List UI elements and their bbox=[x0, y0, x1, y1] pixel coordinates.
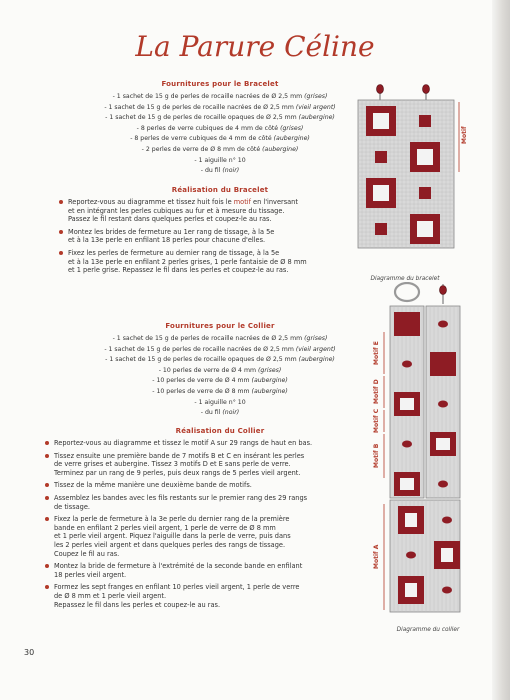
material-note: (grises) bbox=[280, 124, 304, 132]
motif-square-outer bbox=[394, 312, 420, 336]
motif-label: Motif bbox=[461, 126, 468, 144]
clasp-bead bbox=[440, 286, 447, 295]
material-note: (noir) bbox=[222, 409, 240, 417]
material-text: - 8 perles de verre cubiques de 4 mm de côté bbox=[130, 135, 274, 143]
material-note: (aubergine) bbox=[298, 114, 335, 122]
step-line: bande en enfilant 2 perles vieil argent, 1 perle de verre de Ø 8 mm bbox=[54, 523, 276, 532]
material-note: (grises) bbox=[258, 366, 282, 374]
material-note: (noir) bbox=[222, 167, 240, 175]
step-line: et en intégrant les perles cubiques au fur et à mesure du tissage. bbox=[68, 206, 285, 215]
material-note: (vieil argent) bbox=[295, 103, 336, 111]
material-text: - 1 sachet de 15 g de perles de rocaille nacrées de Ø 2,5 mm bbox=[112, 93, 305, 100]
step-item bbox=[44, 481, 366, 490]
material-text: - 10 perles de verre de Ø 4 mm bbox=[152, 377, 252, 385]
motif-bead bbox=[438, 401, 448, 408]
material-note: (aubergine) bbox=[262, 145, 299, 153]
motif-bead bbox=[402, 441, 412, 448]
step-line: Repassez le fil dans les perles et coupez-le au ras. bbox=[54, 600, 221, 609]
material-item bbox=[40, 156, 400, 167]
motif-bead bbox=[406, 552, 416, 559]
material-item bbox=[40, 355, 400, 366]
material-note: (aubergine) bbox=[273, 135, 310, 143]
clasp-bead bbox=[377, 85, 384, 94]
material-item bbox=[40, 345, 400, 356]
material-text: - 1 aiguille n° 10 bbox=[194, 156, 246, 164]
motif-square-inner bbox=[441, 548, 453, 562]
page-gutter bbox=[492, 0, 510, 700]
step-line: et 1 perle vieil argent. Piquez l'aiguille dans la perle de verre, puis dans bbox=[54, 532, 291, 541]
step-line: Montez les brides de fermeture au 1er rang de tissage, à la 5e bbox=[68, 227, 275, 236]
step-item bbox=[58, 249, 358, 275]
step-line: et à la 13e perle en enfilant 18 perles pour chacune d'elles. bbox=[68, 236, 266, 245]
material-note: (aubergine) bbox=[298, 356, 335, 364]
motif-square-inner bbox=[417, 149, 433, 165]
material-text: - du fil bbox=[200, 409, 223, 417]
motif-square-inner bbox=[373, 185, 389, 201]
material-text: - 1 sachet de 15 g de perles de rocaille nacrées de Ø 2,5 mm bbox=[112, 335, 305, 342]
bracelet-steps-heading: Réalisation du Bracelet bbox=[171, 186, 269, 194]
material-note: (grises) bbox=[304, 93, 328, 100]
step-line: et 1 perle grise. Repassez le fil dans les perles et coupez-le au ras. bbox=[68, 266, 289, 275]
material-item bbox=[40, 92, 400, 103]
material-text: - 1 sachet de 15 g de perles de rocaille nacrées de Ø 2,5 mm bbox=[104, 345, 296, 353]
step-item bbox=[44, 439, 366, 448]
motif-label: Motif A bbox=[373, 544, 380, 569]
step-line: les 2 perles vieil argent et dans quelques perles des rangs de tissage. bbox=[54, 540, 286, 549]
material-note: (vieil argent) bbox=[295, 345, 336, 353]
motif-bead bbox=[442, 587, 452, 594]
material-text: - 1 sachet de 15 g de perles de rocaille opaques de Ø 2,5 mm bbox=[105, 356, 299, 364]
step-item bbox=[44, 562, 366, 579]
collier-materials-list bbox=[40, 334, 400, 419]
material-note: (grises) bbox=[304, 335, 328, 342]
material-text: - 2 perles de verre de Ø 8 mm de côté bbox=[141, 145, 263, 153]
motif-square-inner bbox=[436, 438, 450, 450]
step-item bbox=[44, 515, 366, 558]
material-item bbox=[40, 376, 400, 387]
material-item bbox=[40, 334, 400, 345]
step-line: 18 perles vieil argent. bbox=[54, 570, 127, 579]
motif-label: Motif B bbox=[373, 443, 380, 468]
collier-steps bbox=[44, 439, 366, 613]
step-line: Montez la bride de fermeture à l'extrémité de la seconde bande en enfilant bbox=[54, 562, 303, 571]
step-line: Tissez de la même manière une deuxième bande de motifs. bbox=[54, 481, 252, 490]
material-text: - 10 perles de verre de Ø 8 mm bbox=[152, 387, 252, 395]
material-item bbox=[40, 398, 400, 409]
bracelet-materials-heading: Fournitures pour le Bracelet bbox=[161, 80, 279, 88]
bracelet-diagram bbox=[350, 82, 490, 272]
collier-materials-heading: Fournitures pour le Collier bbox=[165, 322, 275, 330]
step-line: Coupez le fil au ras. bbox=[54, 549, 120, 558]
material-item bbox=[40, 366, 400, 377]
step-line: de Ø 8 mm et 1 perle vieil argent. bbox=[54, 591, 167, 600]
motif-bead bbox=[438, 321, 448, 328]
step-line: de tissage. bbox=[54, 502, 91, 511]
motif-bead bbox=[438, 481, 448, 488]
closure-loop bbox=[395, 283, 419, 301]
motif-bead bbox=[402, 361, 412, 368]
step-item bbox=[58, 198, 358, 224]
page-title: La Parure Céline bbox=[135, 30, 375, 63]
motif-label: Motif E bbox=[373, 341, 380, 365]
motif-label: Motif C bbox=[373, 408, 380, 433]
bracelet-steps bbox=[58, 198, 358, 279]
step-line: Fixez les perles de fermeture au dernier rang de tissage, à la 5e bbox=[68, 248, 280, 257]
motif-square-outer bbox=[430, 352, 456, 376]
motif-square-inner bbox=[417, 221, 433, 237]
material-item bbox=[40, 387, 400, 398]
material-note: (aubergine) bbox=[251, 377, 288, 385]
material-item bbox=[40, 124, 400, 135]
motif-label: Motif D bbox=[373, 379, 380, 404]
step-line: Tissez ensuite une première bande de 7 motifs B et C en insérant les perles bbox=[54, 451, 305, 460]
material-item bbox=[40, 166, 400, 177]
collier-diagram bbox=[364, 282, 484, 627]
clasp-bead bbox=[423, 85, 430, 94]
collier-caption: Diagramme du collier bbox=[396, 627, 460, 633]
bracelet-caption: Diagramme du bracelet bbox=[370, 276, 440, 282]
motif-cube-bead bbox=[419, 115, 431, 127]
material-text: - 10 perles de verre de Ø 4 mm bbox=[158, 366, 258, 374]
step-item bbox=[44, 452, 366, 478]
step-line: Assemblez les bandes avec les fils restants sur le premier rang des 29 rangs bbox=[54, 493, 308, 502]
material-text: - 1 aiguille n° 10 bbox=[194, 398, 246, 406]
step-line: Reportez-vous au diagramme et tissez huit fois le motif en l'inversant bbox=[68, 198, 298, 206]
motif-cube-bead bbox=[375, 223, 387, 235]
step-line: et à la 13e perle en enfilant 2 perles grises, 1 perle fantaisie de Ø 8 mm bbox=[68, 257, 307, 266]
material-item bbox=[40, 134, 400, 145]
motif-square-inner bbox=[400, 478, 414, 490]
motif-bead bbox=[442, 517, 452, 524]
step-item bbox=[44, 583, 366, 609]
motif-square-inner bbox=[400, 398, 414, 410]
step-line: Formez les sept franges en enfilant 10 perles vieil argent, 1 perle de verre bbox=[54, 583, 300, 592]
motif-cube-bead bbox=[419, 187, 431, 199]
material-item bbox=[40, 145, 400, 156]
motif-square-inner bbox=[405, 583, 417, 597]
page-number: 30 bbox=[24, 648, 35, 657]
motif-square-inner bbox=[405, 513, 417, 527]
step-line: de verre grises et aubergine. Tissez 3 motifs D et E sans perle de verre. bbox=[54, 460, 291, 469]
step-item bbox=[58, 228, 358, 245]
step-line: Passez le fil restant dans quelques perles et coupez-le au ras. bbox=[68, 215, 272, 224]
material-item bbox=[40, 103, 400, 114]
material-note: (aubergine) bbox=[251, 387, 288, 395]
material-text: - 1 sachet de 15 g de perles de rocaille nacrées de Ø 2,5 mm bbox=[104, 103, 296, 111]
material-item bbox=[40, 408, 400, 419]
motif-square-inner bbox=[373, 113, 389, 129]
motif-cube-bead bbox=[375, 151, 387, 163]
material-text: - 1 sachet de 15 g de perles de rocaille opaques de Ø 2,5 mm bbox=[105, 114, 299, 122]
material-item bbox=[40, 113, 400, 124]
step-line: Fixez la perle de fermeture à la 3e perle du dernier rang de la première bbox=[54, 515, 290, 524]
collier-steps-heading: Réalisation du Collier bbox=[175, 427, 265, 435]
step-item bbox=[44, 494, 366, 511]
step-line: Reportez-vous au diagramme et tissez le motif A sur 29 rangs de haut en bas. bbox=[54, 439, 313, 447]
step-line: Terminez par un rang de 9 perles, puis deux rangs de 5 perles vieil argent. bbox=[54, 468, 301, 477]
material-text: - 8 perles de verre cubiques de 4 mm de côté bbox=[136, 124, 281, 132]
material-text: - du fil bbox=[200, 167, 223, 175]
bracelet-materials-list bbox=[40, 92, 400, 177]
